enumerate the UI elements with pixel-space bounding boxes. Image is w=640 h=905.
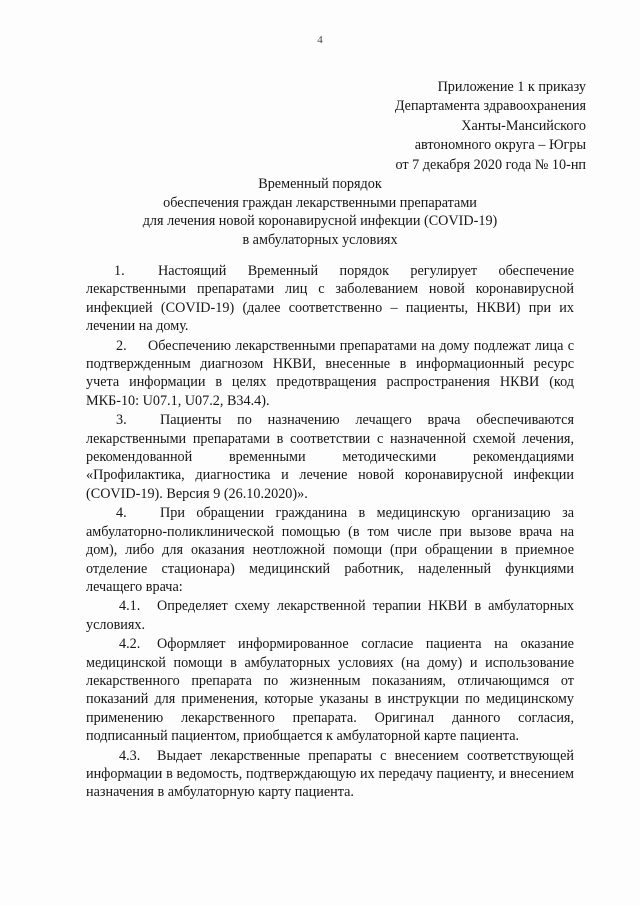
paragraph-text: Оформляет информированное согласие пациента на оказание медицинской помощи в амбулаторных условиях (на дому) и использование лекарственного препарата по жизненным показаниям, отличающимся от показаний для применения, которые указаны в инструкции по медицинскому применению лекарственного препарата. Оригинал данного согласия, подписанный пациентом, приобщается к амбулаторной карте пациента. [86,636,574,745]
paragraph-number: 1. [114,263,125,279]
paragraph-number: 4.2. [119,636,141,653]
appendix-line: автономного округа – Югры [414,137,586,154]
title-line: в амбулаторных условиях [242,231,398,248]
paragraph-number: 4. [116,505,127,522]
appendix-line: Приложение 1 к приказу [437,79,586,95]
appendix-header [395,78,586,175]
paragraph-1 [86,262,574,336]
title-line: Временный порядок [258,176,382,192]
paragraph-number: 4.3. [119,747,141,764]
paragraph-4-1 [86,597,574,634]
paragraph-2 [86,337,574,411]
paragraph-number: 3. [116,412,127,429]
page-number: 4 [317,34,323,46]
paragraph-text: Определяет схему лекарственной терапии НКВИ в амбулаторных условиях. [86,598,574,633]
title-line: обеспечения граждан лекарственными препаратами [163,194,477,211]
paragraph-text: При обращении гражданина в медицинскую организацию за амбулаторно-поликлинической помощью (в том числе при вызове врача на дом), либо для оказания неотложной помощи (при обращении в приемное отделение стационара) медицинский работник, наделенный функциями лечащего врача: [86,505,574,595]
paragraph-number: 4.1. [119,598,141,615]
paragraph-4-2 [86,635,574,745]
appendix-line: Ханты-Мансийского [461,117,586,134]
paragraph-4-3 [86,747,574,802]
paragraph-3 [86,411,574,503]
paragraph-text: Обеспечению лекарственными препаратами на дому подлежат лица с подтвержденным диагнозом НКВИ, внесенные в информационный ресурс учета информации в целях предотвращения распространения НКВИ (код МКБ-10: U07.1, U07.2, B34.4). [86,337,574,409]
title-line: для лечения новой коронавирусной инфекции (COVID-19) [142,213,498,230]
paragraph-4 [86,504,574,596]
document-title [0,175,640,249]
appendix-line: Департамента здравоохранения [394,98,586,115]
paragraph-text: Пациенты по назначению лечащего врача обеспечиваются лекарственными препаратами в соответствии с назначенной схемой лечения, рекомендованной временными методическими рекомендациями «Профилактика, диагностика и лечение новой коронавирусной инфекции (COVID-19). Версия 9 (26.10.2020)». [86,412,574,502]
paragraph-text: Настоящий Временный порядок регулирует обеспечение лекарственными препаратами лиц с заболеванием новой коронавирусной инфекцией (COVID-19) (далее соответственно – пациенты, НКВИ) при их лечении на дому. [86,263,574,335]
paragraph-number: 2. [116,337,127,354]
document-body [86,262,574,802]
appendix-line: от 7 декабря 2020 года № 10-нп [395,156,586,173]
paragraph-text: Выдает лекарственные препараты с внесением соответствующей информации в ведомость, подтверждающую их передачу пациенту, и внесением назначения в амбулаторную карту пациента. [86,747,574,801]
